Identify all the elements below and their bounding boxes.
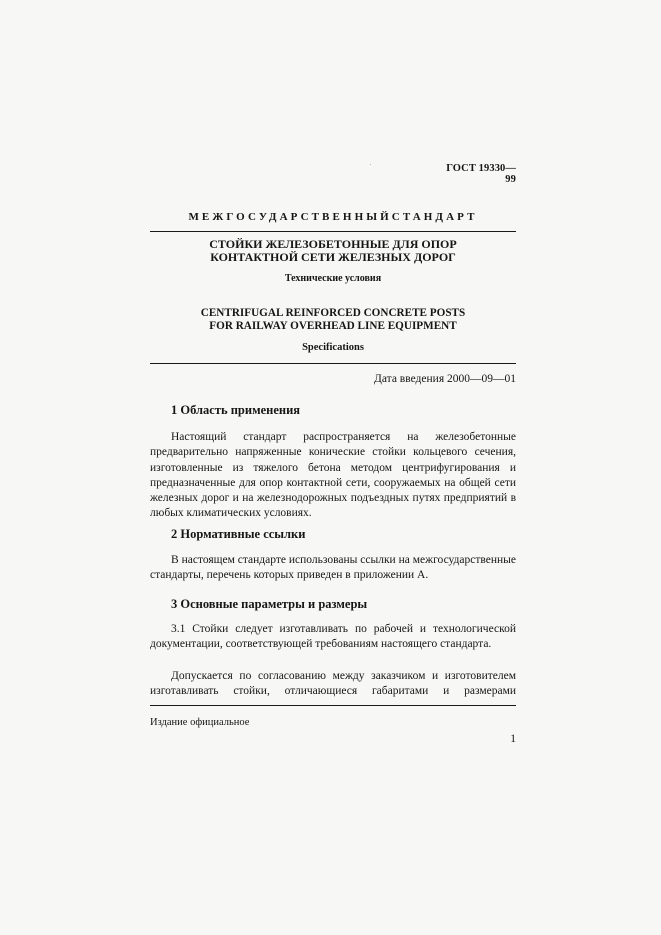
introduction-date: Дата введения 2000—09—01 (374, 373, 516, 385)
title-bottom-rule (150, 363, 516, 364)
page-number: 1 (510, 733, 516, 745)
title-english-line-1: CENTRIFUGAL REINFORCED CONCRETE POSTS (200, 307, 466, 319)
section-heading-scope: 1 Область применения (171, 403, 301, 417)
official-edition-label: Издание официальное (150, 717, 250, 728)
section-3-paragraph-2: Допускается по согласованию между заказчиком и изготовителем изготавливать стойки, отличающиеся габаритами и размерами (150, 670, 516, 698)
section-heading-main-parameters: 3 Основные параметры и размеры (171, 597, 368, 611)
title-russian-line-2: КОНТАКТНОЙ СЕТИ ЖЕЛЕЗНЫХ ДОРОГ (210, 250, 456, 264)
title-english-line-2: FOR RAILWAY OVERHEAD LINE EQUIPMENT (209, 320, 457, 332)
title-russian (150, 238, 516, 264)
interstate-standard-label: МЕЖГОСУДАРСТВЕННЫЙСТАНДАРТ (188, 211, 478, 223)
subtitle-english: Specifications (302, 342, 364, 353)
top-rule (150, 231, 516, 232)
section-2-paragraph: В настоящем стандарте использованы ссылки на межгосударственные стандарты, перечень которых приведен в приложении А. (150, 554, 516, 582)
gost-code: ГОСТ 19330—99 (446, 163, 516, 185)
section-3-paragraph-1: 3.1 Стойки следует изготавливать по рабочей и технологической документации, соответствующей требованиям настоящего стандарта. (150, 623, 516, 651)
title-english (150, 307, 516, 333)
section-heading-normative-references: 2 Нормативные ссылки (171, 527, 306, 541)
subtitle-russian: Технические условия (284, 273, 382, 284)
scan-speck (370, 164, 371, 165)
section-1-paragraph: Настоящий стандарт распространяется на железобетонные предварительно напряженные конические стойки кольцевого сечения, изготовленные из тяжелого бетона методом центрифугирования и предназначенные для опор контактной сети, сооружаемых на общей сети железных дорог и на железнодорожных подъездных путях предприятий в любых климатических условиях. (150, 431, 516, 520)
title-russian-line-1: СТОЙКИ ЖЕЛЕЗОБЕТОННЫЕ ДЛЯ ОПОР (209, 237, 457, 251)
footer-rule (150, 705, 516, 706)
